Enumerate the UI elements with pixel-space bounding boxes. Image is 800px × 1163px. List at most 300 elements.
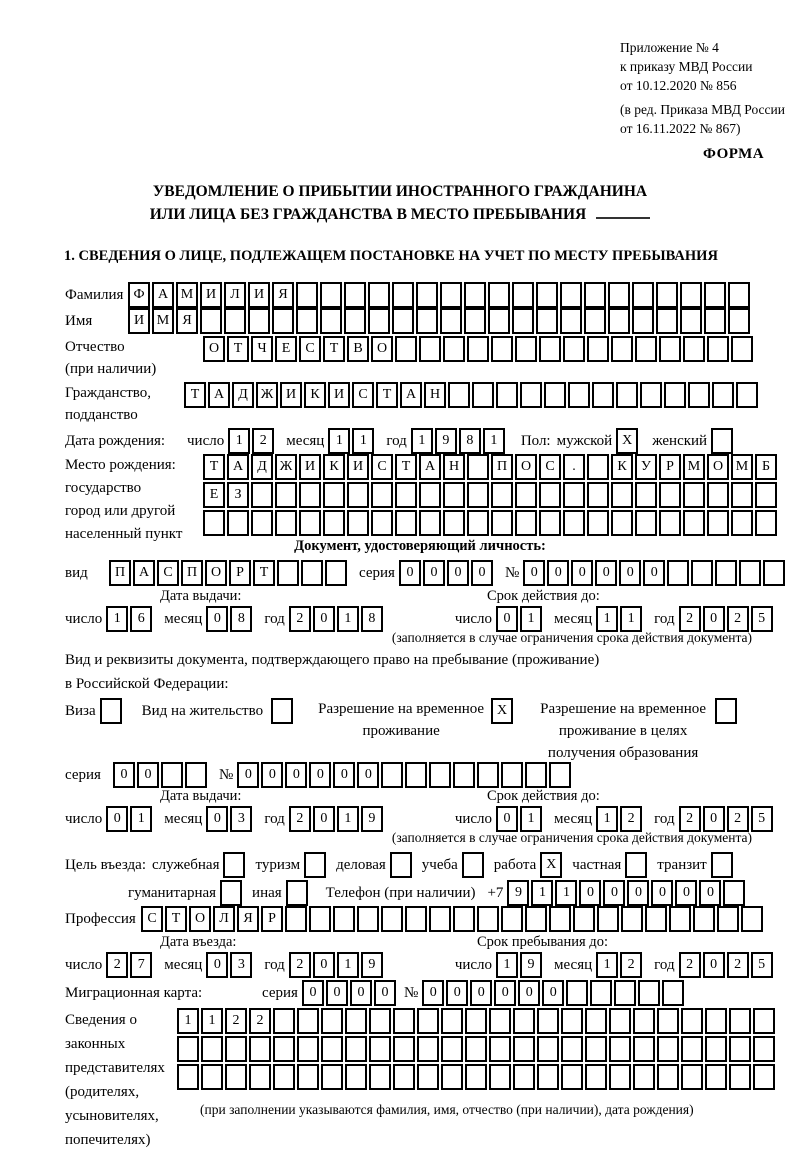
char-cell[interactable] [491, 336, 513, 362]
char-cell[interactable]: 0 [595, 560, 617, 586]
char-cell[interactable] [667, 560, 689, 586]
char-cell[interactable] [513, 1036, 535, 1062]
char-cell[interactable] [515, 510, 537, 536]
char-cell[interactable]: 5 [751, 952, 773, 978]
char-cell[interactable] [381, 762, 403, 788]
char-cell[interactable] [405, 762, 427, 788]
char-cell[interactable] [585, 1008, 607, 1034]
char-cell[interactable]: 8 [459, 428, 481, 454]
char-cell[interactable] [488, 308, 510, 334]
doc-number-cells[interactable] [523, 560, 787, 586]
char-cell[interactable] [563, 482, 585, 508]
residence-permit-checkbox[interactable] [271, 698, 295, 724]
char-cell[interactable]: М [176, 282, 198, 308]
char-cell[interactable] [691, 560, 713, 586]
char-cell[interactable] [429, 762, 451, 788]
char-cell[interactable]: X [616, 428, 638, 454]
char-cell[interactable] [271, 698, 293, 724]
char-cell[interactable] [753, 1064, 775, 1090]
char-cell[interactable]: 1 [352, 428, 374, 454]
char-cell[interactable] [200, 308, 222, 334]
char-cell[interactable]: 0 [350, 980, 372, 1006]
char-cell[interactable] [275, 510, 297, 536]
char-cell[interactable] [525, 762, 547, 788]
char-cell[interactable] [440, 308, 462, 334]
char-cell[interactable] [705, 1036, 727, 1062]
char-cell[interactable] [100, 698, 122, 724]
char-cell[interactable] [345, 1036, 367, 1062]
char-cell[interactable] [513, 1008, 535, 1034]
char-cell[interactable] [573, 906, 595, 932]
char-cell[interactable] [429, 906, 451, 932]
char-cell[interactable]: И [128, 308, 150, 334]
char-cell[interactable]: 0 [470, 980, 492, 1006]
temp-permit-checkbox[interactable] [491, 698, 515, 724]
char-cell[interactable] [609, 1008, 631, 1034]
char-cell[interactable]: П [109, 560, 131, 586]
char-cell[interactable]: 1 [411, 428, 433, 454]
char-cell[interactable] [633, 1064, 655, 1090]
char-cell[interactable] [381, 906, 403, 932]
char-cell[interactable] [441, 1036, 463, 1062]
char-cell[interactable] [512, 308, 534, 334]
char-cell[interactable]: 1 [596, 606, 618, 632]
char-cell[interactable]: Т [227, 336, 249, 362]
citizenship-cells[interactable] [184, 382, 760, 408]
char-cell[interactable]: 0 [651, 880, 673, 906]
char-cell[interactable] [659, 482, 681, 508]
char-cell[interactable]: О [189, 906, 211, 932]
patronymic-cells[interactable] [203, 336, 755, 362]
char-cell[interactable]: 0 [423, 560, 445, 586]
doc-type-cells[interactable] [109, 560, 349, 586]
char-cell[interactable]: И [200, 282, 222, 308]
char-cell[interactable]: Л [224, 282, 246, 308]
char-cell[interactable] [465, 1036, 487, 1062]
char-cell[interactable]: М [683, 454, 705, 480]
char-cell[interactable] [585, 1064, 607, 1090]
char-cell[interactable] [273, 1008, 295, 1034]
char-cell[interactable]: О [371, 336, 393, 362]
char-cell[interactable]: Т [395, 454, 417, 480]
char-cell[interactable]: 2 [679, 606, 701, 632]
char-cell[interactable]: 0 [494, 980, 516, 1006]
char-cell[interactable] [467, 454, 489, 480]
char-cell[interactable] [512, 282, 534, 308]
char-cell[interactable] [467, 510, 489, 536]
char-cell[interactable] [584, 282, 606, 308]
char-cell[interactable]: 0 [447, 560, 469, 586]
char-cell[interactable]: 2 [727, 952, 749, 978]
char-cell[interactable]: 2 [620, 806, 642, 832]
char-cell[interactable] [680, 308, 702, 334]
char-cell[interactable]: Е [203, 482, 225, 508]
char-cell[interactable]: 2 [249, 1008, 271, 1034]
char-cell[interactable]: 2 [225, 1008, 247, 1034]
char-cell[interactable] [416, 308, 438, 334]
char-cell[interactable]: С [539, 454, 561, 480]
char-cell[interactable] [707, 510, 729, 536]
char-cell[interactable] [369, 1008, 391, 1034]
char-cell[interactable] [443, 482, 465, 508]
char-cell[interactable] [443, 336, 465, 362]
char-cell[interactable] [585, 1036, 607, 1062]
char-cell[interactable] [683, 510, 705, 536]
char-cell[interactable]: И [280, 382, 302, 408]
char-cell[interactable] [501, 906, 523, 932]
char-cell[interactable] [633, 1008, 655, 1034]
birthplace-cells-row2[interactable] [203, 482, 779, 508]
char-cell[interactable] [321, 1064, 343, 1090]
char-cell[interactable] [323, 510, 345, 536]
char-cell[interactable]: 1 [328, 428, 350, 454]
char-cell[interactable] [489, 1064, 511, 1090]
char-cell[interactable] [729, 1064, 751, 1090]
char-cell[interactable]: 1 [520, 806, 542, 832]
char-cell[interactable] [161, 762, 183, 788]
char-cell[interactable] [664, 382, 686, 408]
char-cell[interactable]: 2 [679, 952, 701, 978]
char-cell[interactable]: И [299, 454, 321, 480]
char-cell[interactable]: 0 [313, 606, 335, 632]
char-cell[interactable] [584, 308, 606, 334]
char-cell[interactable]: 6 [130, 606, 152, 632]
char-cell[interactable] [539, 336, 561, 362]
char-cell[interactable] [309, 906, 331, 932]
char-cell[interactable]: 0 [471, 560, 493, 586]
char-cell[interactable]: 0 [523, 560, 545, 586]
birth-day-cells[interactable] [228, 428, 276, 454]
char-cell[interactable]: 0 [206, 606, 228, 632]
char-cell[interactable] [560, 308, 582, 334]
char-cell[interactable]: Т [376, 382, 398, 408]
char-cell[interactable] [633, 1036, 655, 1062]
char-cell[interactable]: 1 [337, 952, 359, 978]
char-cell[interactable] [537, 1008, 559, 1034]
char-cell[interactable]: А [133, 560, 155, 586]
char-cell[interactable] [368, 308, 390, 334]
edu-permit-checkbox[interactable] [715, 698, 739, 724]
char-cell[interactable]: Т [165, 906, 187, 932]
char-cell[interactable]: А [400, 382, 422, 408]
char-cell[interactable] [590, 980, 612, 1006]
char-cell[interactable] [491, 482, 513, 508]
stay-day-cells[interactable] [496, 952, 544, 978]
char-cell[interactable]: 1 [130, 806, 152, 832]
char-cell[interactable] [392, 308, 414, 334]
char-cell[interactable] [544, 382, 566, 408]
char-cell[interactable] [587, 482, 609, 508]
char-cell[interactable]: 0 [206, 806, 228, 832]
char-cell[interactable] [705, 1008, 727, 1034]
char-cell[interactable]: 1 [201, 1008, 223, 1034]
char-cell[interactable]: 2 [289, 606, 311, 632]
char-cell[interactable] [357, 906, 379, 932]
char-cell[interactable]: 1 [228, 428, 250, 454]
char-cell[interactable]: 2 [252, 428, 274, 454]
char-cell[interactable] [611, 336, 633, 362]
char-cell[interactable]: 9 [520, 952, 542, 978]
char-cell[interactable]: 0 [106, 806, 128, 832]
char-cell[interactable]: Б [755, 454, 777, 480]
char-cell[interactable]: Ф [128, 282, 150, 308]
char-cell[interactable] [441, 1008, 463, 1034]
valid-year-cells[interactable] [679, 606, 775, 632]
char-cell[interactable]: 1 [520, 606, 542, 632]
char-cell[interactable]: 9 [507, 880, 529, 906]
firstname-cells[interactable] [128, 308, 752, 334]
char-cell[interactable]: 0 [446, 980, 468, 1006]
char-cell[interactable] [753, 1036, 775, 1062]
char-cell[interactable]: 3 [230, 952, 252, 978]
char-cell[interactable] [717, 906, 739, 932]
char-cell[interactable] [635, 482, 657, 508]
char-cell[interactable]: 0 [137, 762, 159, 788]
char-cell[interactable] [662, 980, 684, 1006]
phone-cells[interactable] [507, 880, 747, 906]
char-cell[interactable] [395, 482, 417, 508]
char-cell[interactable] [345, 1064, 367, 1090]
char-cell[interactable]: Т [323, 336, 345, 362]
char-cell[interactable] [417, 1064, 439, 1090]
char-cell[interactable]: Д [251, 454, 273, 480]
char-cell[interactable]: А [152, 282, 174, 308]
char-cell[interactable] [453, 906, 475, 932]
char-cell[interactable] [683, 482, 705, 508]
char-cell[interactable] [693, 906, 715, 932]
char-cell[interactable] [659, 510, 681, 536]
char-cell[interactable]: 0 [703, 606, 725, 632]
res-issue-day-cells[interactable] [106, 806, 154, 832]
char-cell[interactable] [608, 282, 630, 308]
char-cell[interactable] [611, 482, 633, 508]
char-cell[interactable]: 1 [555, 880, 577, 906]
char-cell[interactable] [731, 336, 753, 362]
char-cell[interactable] [347, 482, 369, 508]
char-cell[interactable]: Ж [256, 382, 278, 408]
char-cell[interactable] [704, 308, 726, 334]
char-cell[interactable]: Ч [251, 336, 273, 362]
char-cell[interactable]: 0 [261, 762, 283, 788]
char-cell[interactable] [323, 482, 345, 508]
birth-year-cells[interactable] [411, 428, 507, 454]
char-cell[interactable] [453, 762, 475, 788]
char-cell[interactable]: X [491, 698, 513, 724]
char-cell[interactable]: С [141, 906, 163, 932]
char-cell[interactable]: Я [176, 308, 198, 334]
char-cell[interactable]: Я [237, 906, 259, 932]
char-cell[interactable] [723, 880, 745, 906]
char-cell[interactable] [249, 1036, 271, 1062]
char-cell[interactable]: 9 [361, 952, 383, 978]
entry-day-cells[interactable] [106, 952, 154, 978]
char-cell[interactable] [347, 510, 369, 536]
char-cell[interactable]: С [157, 560, 179, 586]
char-cell[interactable] [711, 428, 733, 454]
char-cell[interactable] [443, 510, 465, 536]
char-cell[interactable] [441, 1064, 463, 1090]
char-cell[interactable] [405, 906, 427, 932]
char-cell[interactable] [393, 1008, 415, 1034]
char-cell[interactable] [728, 308, 750, 334]
issue-month-cells[interactable] [206, 606, 254, 632]
char-cell[interactable]: 7 [130, 952, 152, 978]
char-cell[interactable] [297, 1064, 319, 1090]
char-cell[interactable]: Т [203, 454, 225, 480]
char-cell[interactable]: . [563, 454, 585, 480]
char-cell[interactable] [371, 482, 393, 508]
char-cell[interactable]: О [707, 454, 729, 480]
char-cell[interactable] [177, 1036, 199, 1062]
char-cell[interactable] [563, 510, 585, 536]
char-cell[interactable] [251, 482, 273, 508]
representatives-cells-row2[interactable] [177, 1036, 777, 1062]
char-cell[interactable]: К [611, 454, 633, 480]
char-cell[interactable] [520, 382, 542, 408]
char-cell[interactable]: А [419, 454, 441, 480]
char-cell[interactable]: А [208, 382, 230, 408]
char-cell[interactable] [640, 382, 662, 408]
char-cell[interactable] [333, 906, 355, 932]
char-cell[interactable] [201, 1036, 223, 1062]
char-cell[interactable]: Н [443, 454, 465, 480]
migration-number-cells[interactable] [422, 980, 686, 1006]
char-cell[interactable]: Н [424, 382, 446, 408]
char-cell[interactable]: М [152, 308, 174, 334]
stay-year-cells[interactable] [679, 952, 775, 978]
char-cell[interactable] [736, 382, 758, 408]
char-cell[interactable]: 0 [643, 560, 665, 586]
char-cell[interactable] [472, 382, 494, 408]
option-checkbox[interactable] [625, 852, 647, 878]
char-cell[interactable] [587, 336, 609, 362]
char-cell[interactable]: Р [229, 560, 251, 586]
char-cell[interactable] [739, 560, 761, 586]
char-cell[interactable] [273, 1036, 295, 1062]
char-cell[interactable]: З [227, 482, 249, 508]
issue-year-cells[interactable] [289, 606, 385, 632]
char-cell[interactable]: 0 [374, 980, 396, 1006]
char-cell[interactable]: 1 [483, 428, 505, 454]
profession-cells[interactable] [141, 906, 765, 932]
char-cell[interactable] [301, 560, 323, 586]
char-cell[interactable] [608, 308, 630, 334]
option-checkbox[interactable] [220, 880, 242, 906]
char-cell[interactable]: 0 [285, 762, 307, 788]
char-cell[interactable] [249, 1064, 271, 1090]
char-cell[interactable]: 2 [106, 952, 128, 978]
char-cell[interactable] [392, 282, 414, 308]
char-cell[interactable]: 5 [751, 606, 773, 632]
char-cell[interactable] [681, 1036, 703, 1062]
char-cell[interactable] [273, 1064, 295, 1090]
char-cell[interactable] [489, 1008, 511, 1034]
res-valid-month-cells[interactable] [596, 806, 644, 832]
birth-month-cells[interactable] [328, 428, 376, 454]
char-cell[interactable]: К [323, 454, 345, 480]
char-cell[interactable]: О [515, 454, 537, 480]
char-cell[interactable]: Е [275, 336, 297, 362]
stay-month-cells[interactable] [596, 952, 644, 978]
res-valid-day-cells[interactable] [496, 806, 544, 832]
char-cell[interactable] [416, 282, 438, 308]
char-cell[interactable]: 1 [337, 606, 359, 632]
option-checkbox[interactable] [286, 880, 308, 906]
char-cell[interactable] [448, 382, 470, 408]
char-cell[interactable] [715, 698, 737, 724]
char-cell[interactable] [561, 1036, 583, 1062]
char-cell[interactable] [525, 906, 547, 932]
char-cell[interactable] [561, 1008, 583, 1034]
char-cell[interactable]: В [347, 336, 369, 362]
char-cell[interactable] [369, 1036, 391, 1062]
char-cell[interactable] [715, 560, 737, 586]
char-cell[interactable] [395, 510, 417, 536]
char-cell[interactable] [635, 510, 657, 536]
char-cell[interactable] [496, 382, 518, 408]
char-cell[interactable] [465, 1008, 487, 1034]
option-checkbox[interactable]: X [540, 852, 562, 878]
char-cell[interactable] [611, 510, 633, 536]
char-cell[interactable] [728, 282, 750, 308]
residence-series-cells[interactable] [113, 762, 209, 788]
res-issue-month-cells[interactable] [206, 806, 254, 832]
option-checkbox[interactable] [390, 852, 412, 878]
char-cell[interactable] [369, 1064, 391, 1090]
char-cell[interactable] [656, 282, 678, 308]
char-cell[interactable]: 0 [571, 560, 593, 586]
char-cell[interactable] [477, 762, 499, 788]
char-cell[interactable] [609, 1064, 631, 1090]
char-cell[interactable] [344, 308, 366, 334]
char-cell[interactable] [683, 336, 705, 362]
char-cell[interactable] [632, 308, 654, 334]
char-cell[interactable] [657, 1064, 679, 1090]
char-cell[interactable] [465, 1064, 487, 1090]
char-cell[interactable]: С [371, 454, 393, 480]
char-cell[interactable] [707, 336, 729, 362]
char-cell[interactable] [614, 980, 636, 1006]
char-cell[interactable]: 3 [230, 806, 252, 832]
char-cell[interactable] [515, 336, 537, 362]
char-cell[interactable] [248, 308, 270, 334]
char-cell[interactable] [539, 482, 561, 508]
migration-series-cells[interactable] [302, 980, 398, 1006]
char-cell[interactable]: П [491, 454, 513, 480]
char-cell[interactable]: Я [272, 282, 294, 308]
option-checkbox[interactable] [711, 852, 733, 878]
char-cell[interactable] [560, 282, 582, 308]
char-cell[interactable]: 0 [422, 980, 444, 1006]
char-cell[interactable] [440, 282, 462, 308]
char-cell[interactable] [417, 1036, 439, 1062]
valid-day-cells[interactable] [496, 606, 544, 632]
char-cell[interactable]: 1 [620, 606, 642, 632]
char-cell[interactable] [537, 1064, 559, 1090]
char-cell[interactable] [549, 762, 571, 788]
char-cell[interactable]: 2 [620, 952, 642, 978]
char-cell[interactable]: 0 [313, 806, 335, 832]
char-cell[interactable] [539, 510, 561, 536]
char-cell[interactable]: 0 [542, 980, 564, 1006]
char-cell[interactable] [681, 1008, 703, 1034]
char-cell[interactable] [227, 510, 249, 536]
char-cell[interactable]: 2 [727, 606, 749, 632]
char-cell[interactable] [225, 1036, 247, 1062]
char-cell[interactable] [345, 1008, 367, 1034]
res-issue-year-cells[interactable] [289, 806, 385, 832]
option-checkbox[interactable] [223, 852, 245, 878]
